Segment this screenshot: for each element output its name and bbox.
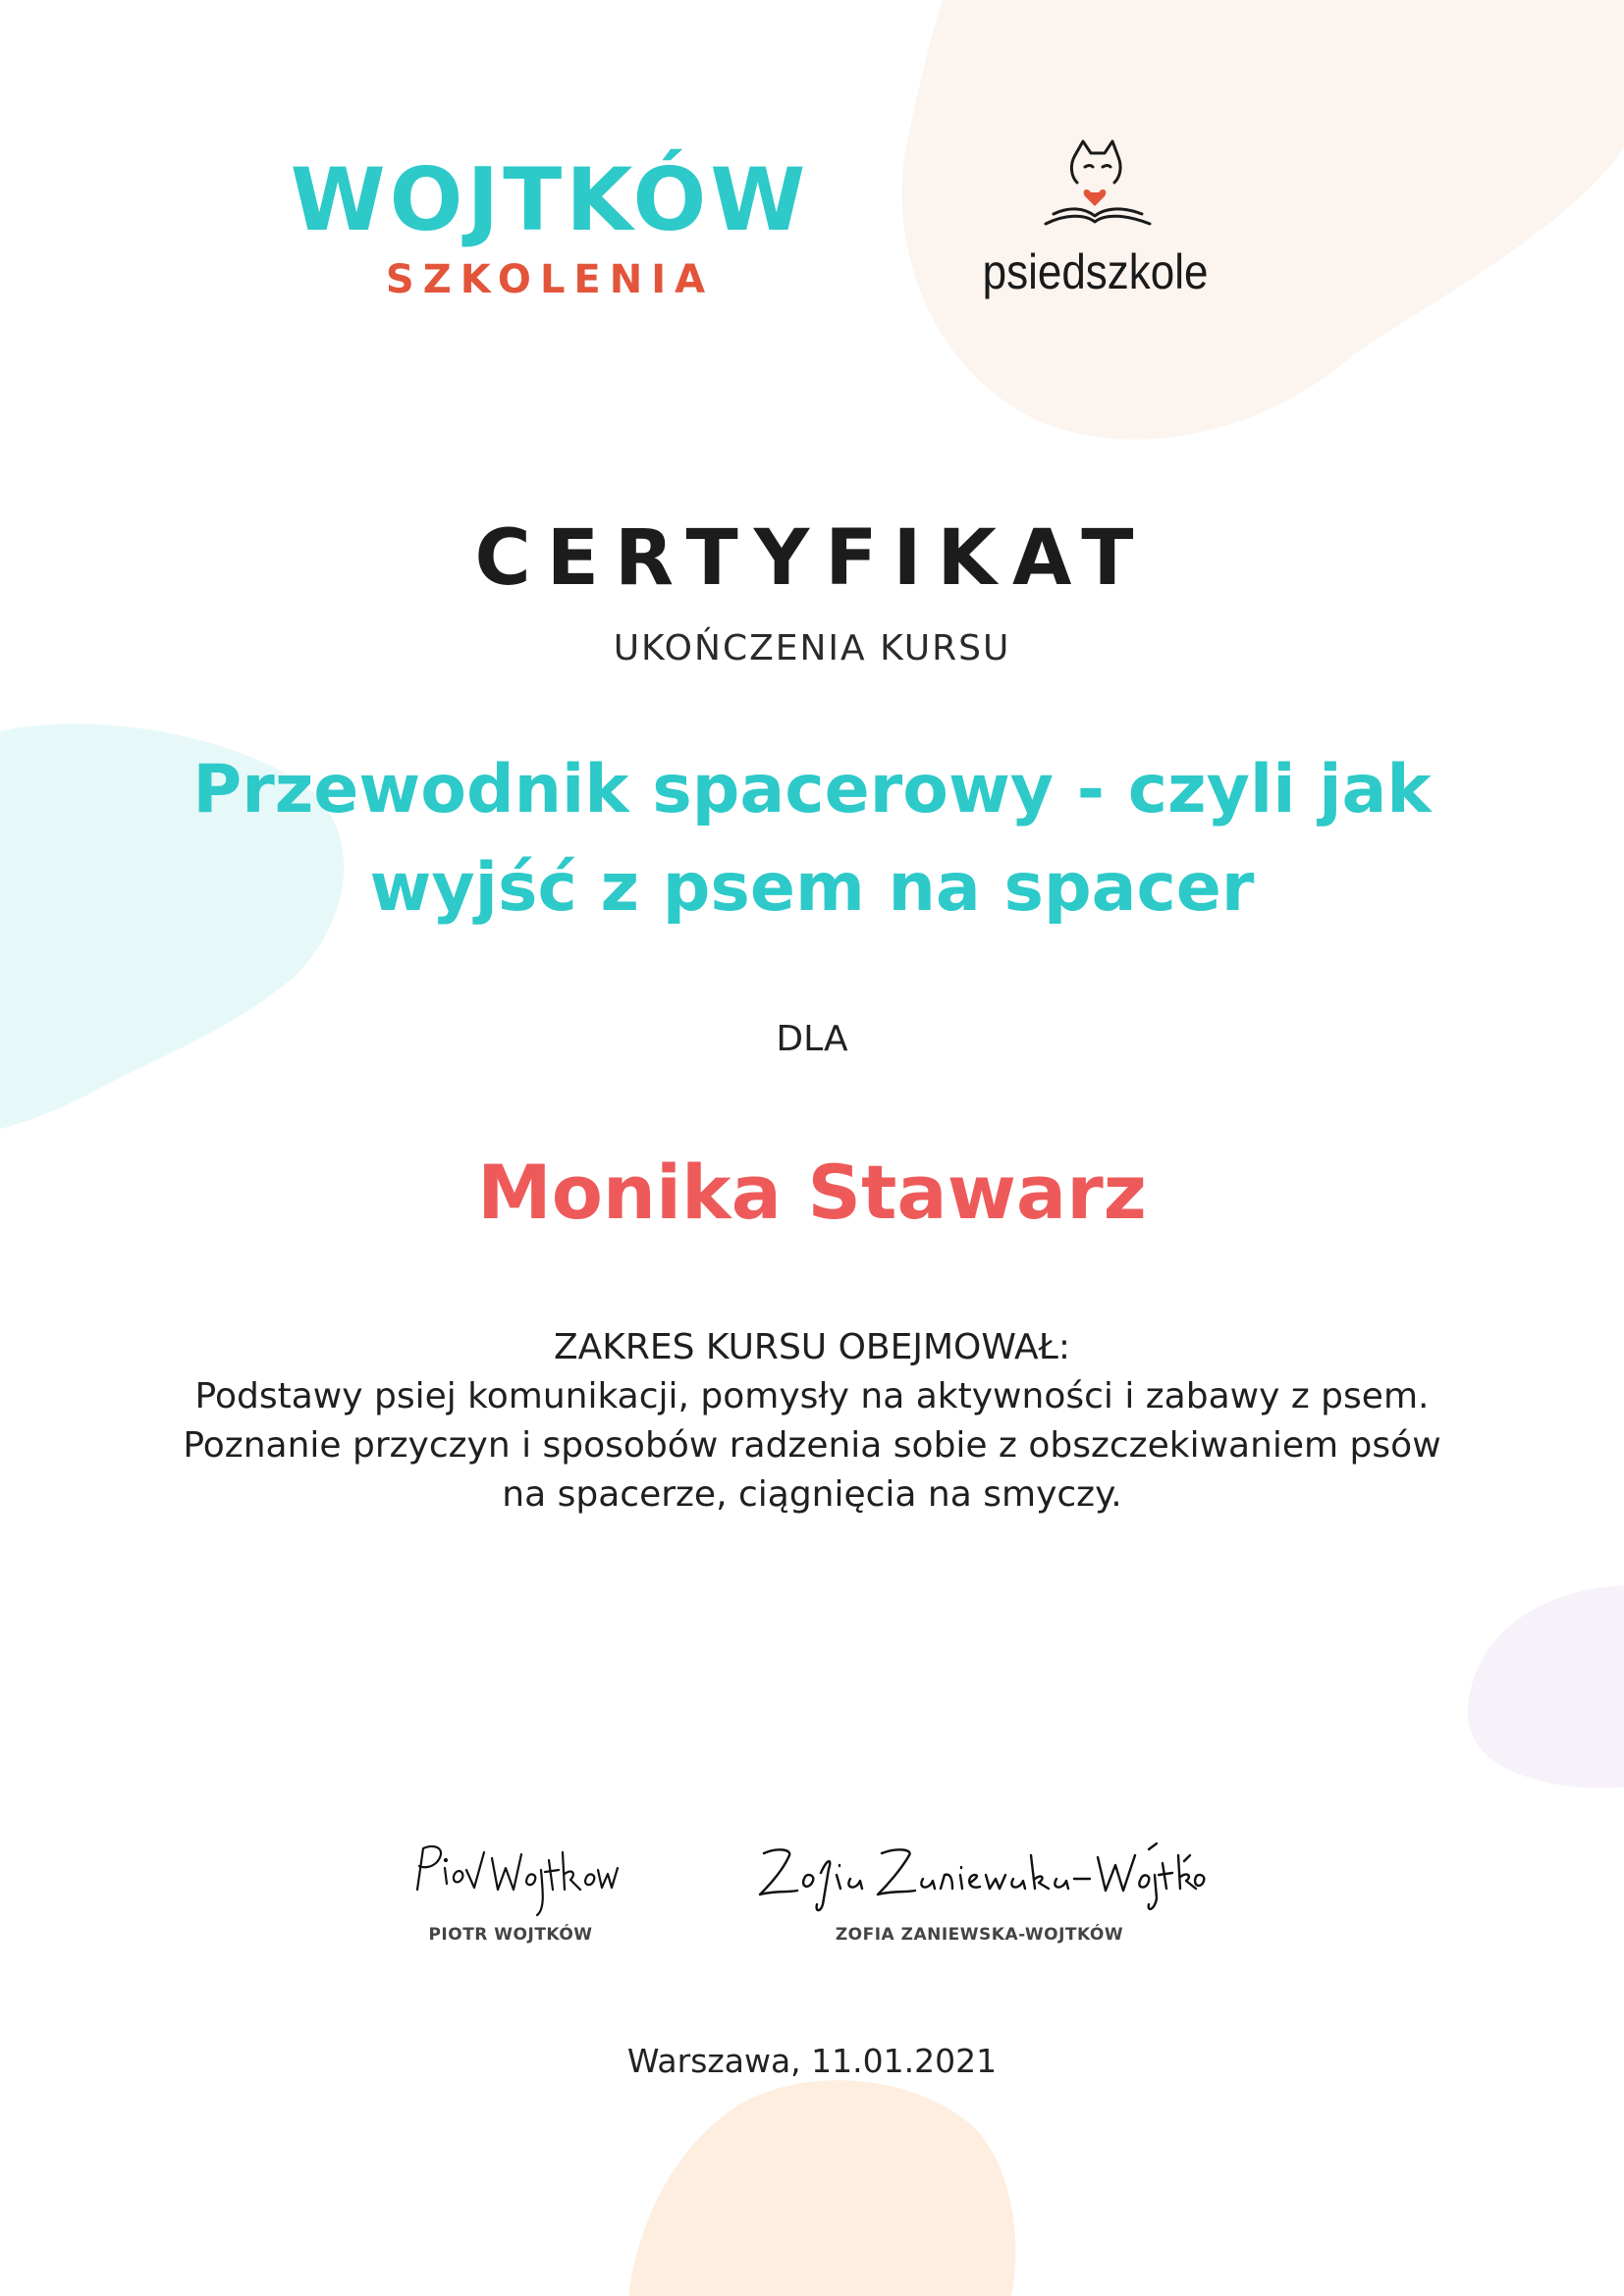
scope-line-1: Podstawy psiej komunikacji, pomysły na aktywności i zabawy z psem. — [194, 1376, 1430, 1416]
logo-szkolenia-text: SZKOLENIA — [385, 257, 715, 302]
signature-name-piotr: PIOTR WOJTKÓW — [428, 1925, 593, 1945]
signature-zofia-zaniewska-wojtkow — [741, 1836, 1218, 1945]
blob-lilac-right — [1468, 1585, 1624, 1789]
recipient-name: Monika Stawarz — [477, 1148, 1147, 1236]
dog-reading-book-icon — [1026, 137, 1164, 245]
place-and-date: Warszawa, 11.01.2021 — [626, 2042, 998, 2080]
logo-wojtkow-text: WOJTKÓW — [290, 149, 810, 250]
course-name-line-2: wyjść z psem na spacer — [369, 849, 1255, 927]
scope-heading: ZAKRES KURSU OBEJMOWAŁ: — [553, 1327, 1070, 1367]
scope-line-3: na spacerze, ciągnięcia na smyczy. — [502, 1474, 1122, 1515]
blob-peach-bottom — [628, 2080, 1015, 2296]
handwritten-signature-zofia — [744, 1836, 1216, 1919]
course-name-line-1: Przewodnik spacerowy - czyli jak — [192, 751, 1432, 828]
signature-piotr-wojtkow — [393, 1831, 628, 1945]
wojtkow-szkolenia-logo — [285, 149, 815, 302]
certificate-title: CERTYFIKAT — [474, 514, 1150, 603]
certificate-subtitle: UKOŃCZENIA KURSU — [613, 628, 1011, 668]
logo-psiedszkole-text: psiedszkole — [982, 244, 1209, 299]
course-name — [0, 741, 1624, 937]
for-label: DLA — [776, 1019, 848, 1059]
scope-line-2: Poznanie przyczyn i sposobów radzenia sobie z obszczekiwaniem psów — [183, 1425, 1441, 1466]
course-scope — [0, 1323, 1624, 1520]
handwritten-signature-piotr — [398, 1831, 623, 1919]
signature-name-zofia: ZOFIA ZANIEWSKA-WOJTKÓW — [835, 1925, 1124, 1945]
psiedszkole-logo — [967, 137, 1222, 300]
